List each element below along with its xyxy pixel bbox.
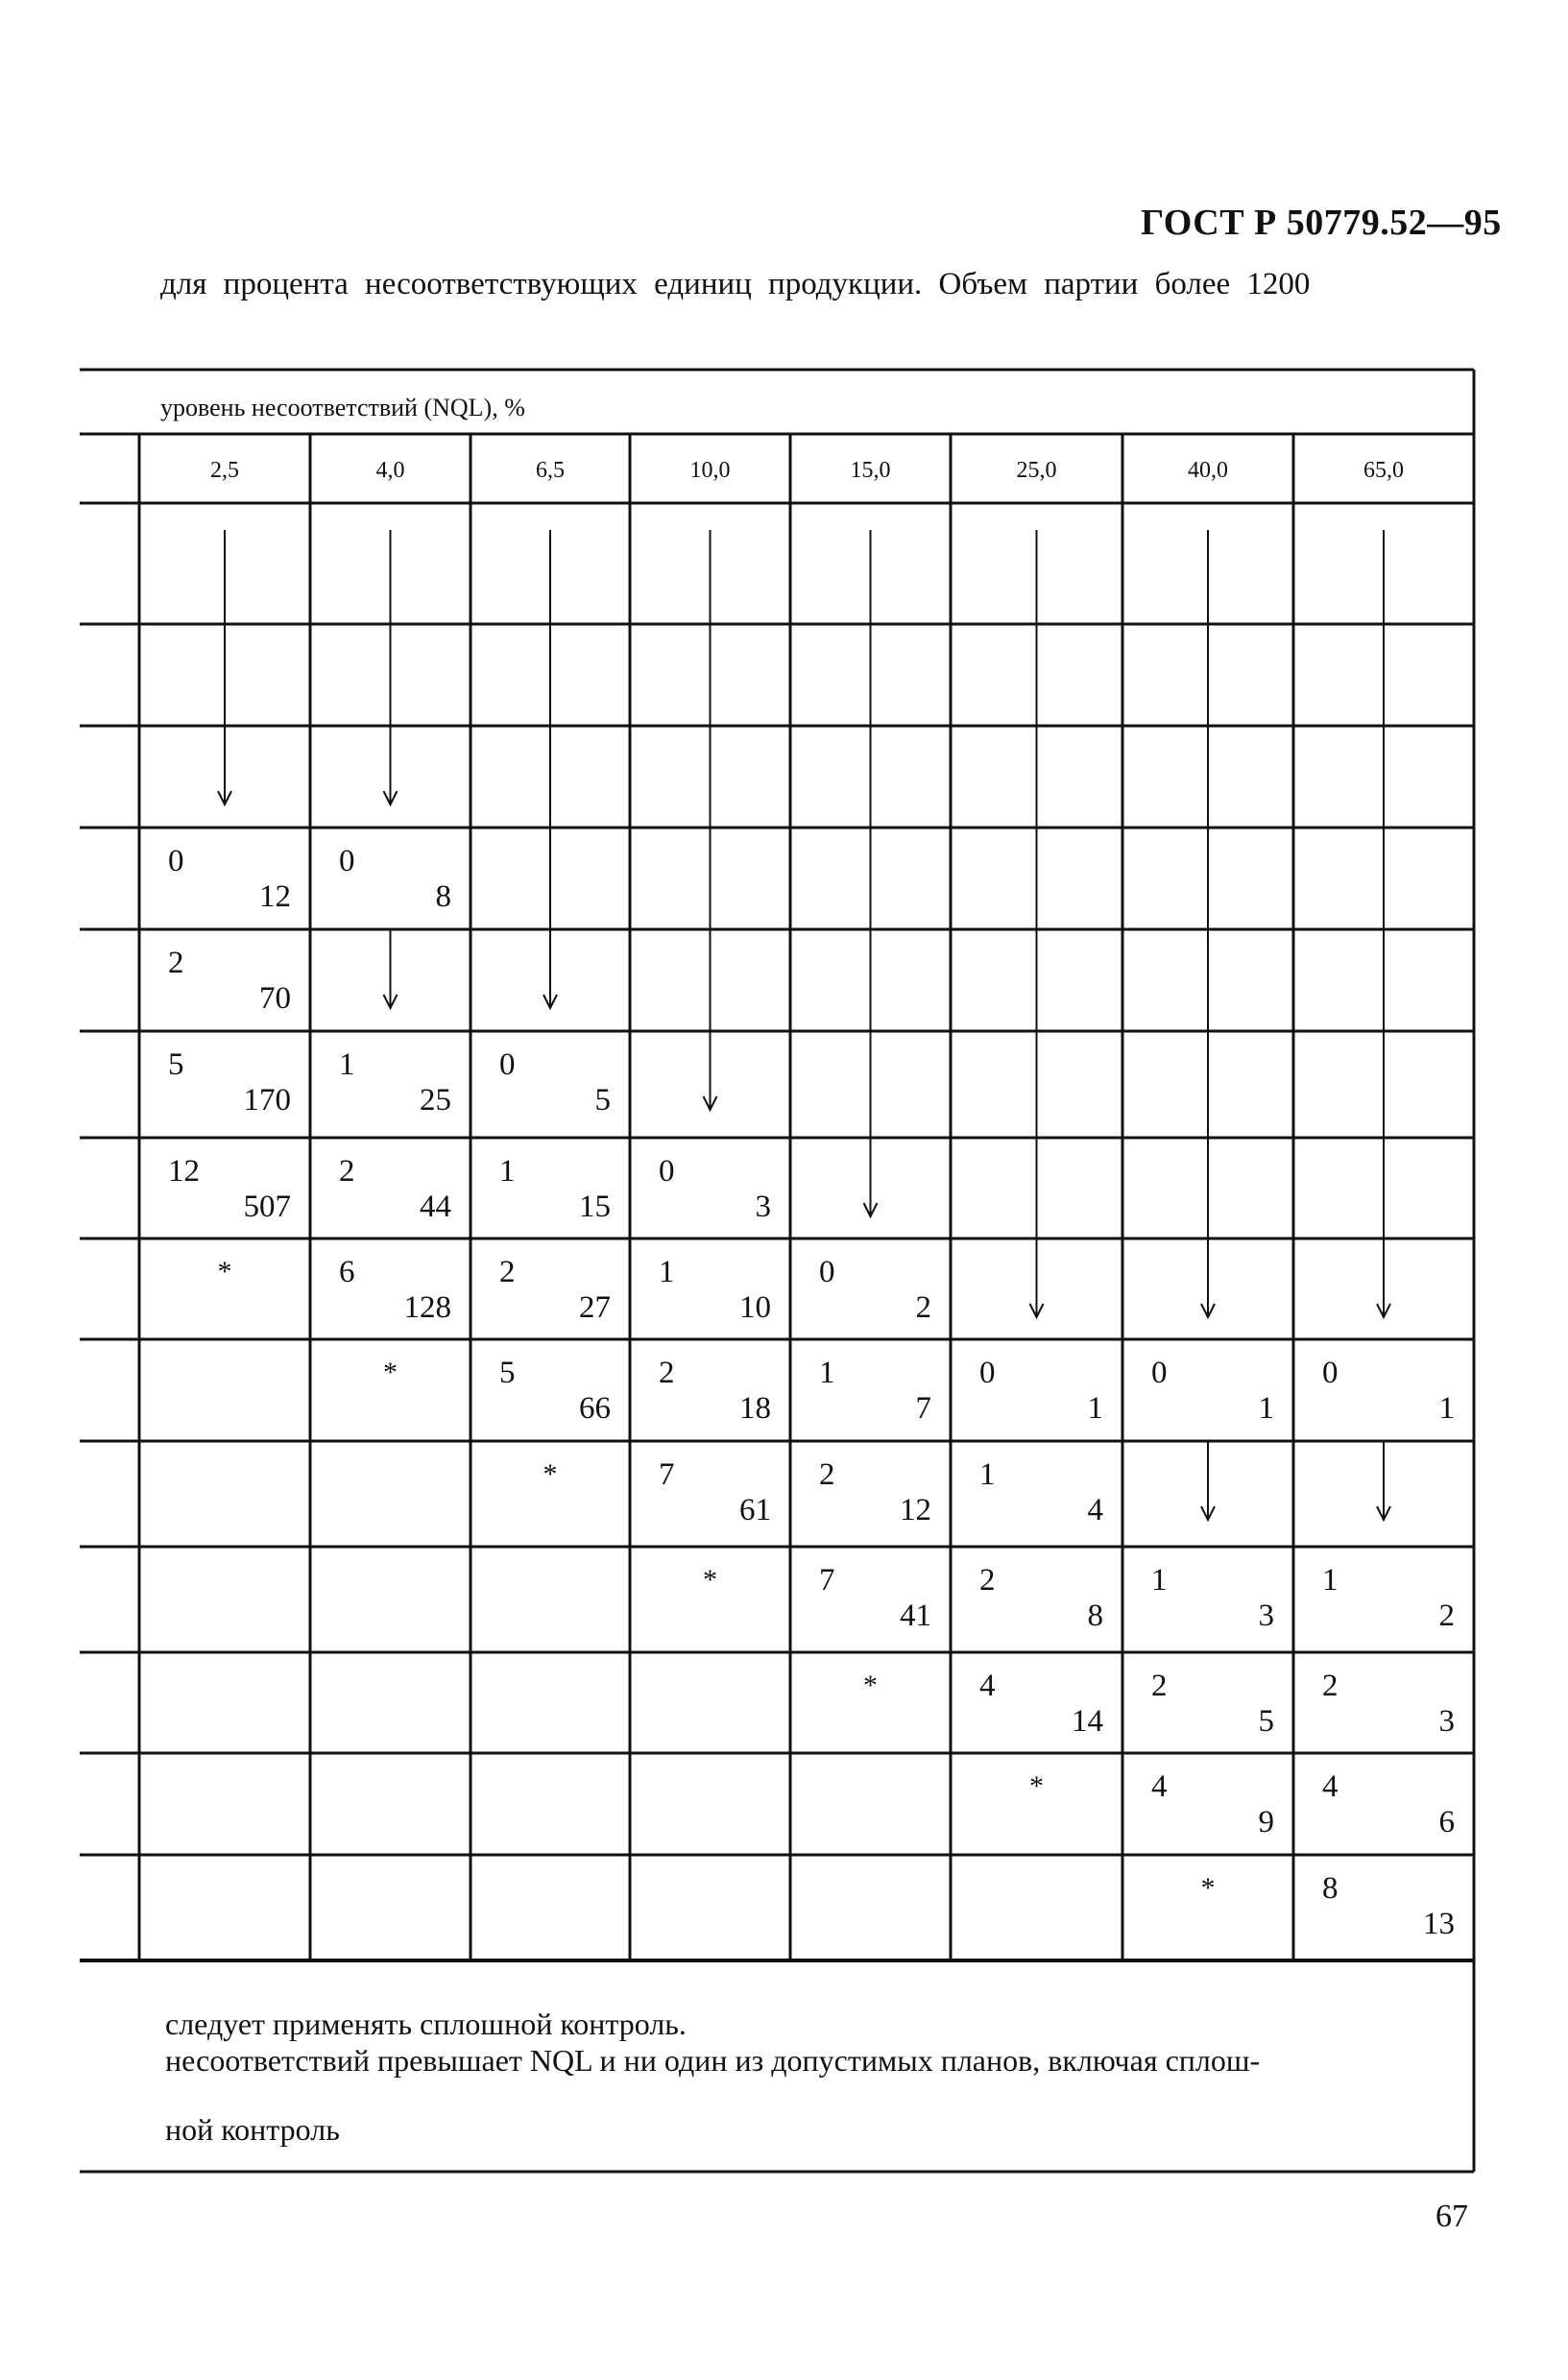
sample-size: 27 bbox=[579, 1290, 611, 1325]
sample-size: 1 bbox=[1087, 1391, 1103, 1426]
acceptance-number: 1 bbox=[499, 1154, 516, 1189]
nql-group-header: уровень несоответствий (NQL), % bbox=[160, 394, 525, 421]
sample-size: 1 bbox=[1258, 1391, 1274, 1426]
acceptance-number: 4 bbox=[979, 1669, 996, 1703]
full-inspection-star: * bbox=[863, 1670, 878, 1701]
table-caption: для процента несоответствующих единиц продукции. Объем партии более 1200 bbox=[160, 267, 1311, 301]
acceptance-number: 1 bbox=[339, 1047, 355, 1082]
acceptance-number: 6 bbox=[339, 1255, 355, 1289]
acceptance-number: 2 bbox=[168, 946, 184, 980]
acceptance-number: 2 bbox=[339, 1154, 355, 1189]
standard-title: ГОСТ Р 50779.52—95 bbox=[1141, 203, 1502, 243]
full-inspection-star: * bbox=[217, 1256, 232, 1287]
page-number: 67 bbox=[1435, 2199, 1468, 2234]
sample-size: 41 bbox=[900, 1599, 931, 1633]
acceptance-number: 1 bbox=[1151, 1563, 1168, 1598]
acceptance-number: 2 bbox=[1322, 1669, 1339, 1703]
sample-size: 15 bbox=[579, 1190, 611, 1224]
acceptance-number: 12 bbox=[168, 1154, 200, 1189]
sample-size: 13 bbox=[1423, 1907, 1455, 1941]
sample-size: 170 bbox=[243, 1083, 291, 1118]
full-inspection-star: * bbox=[543, 1458, 558, 1490]
footnote-line-2: несоответствий превышает NQL и ни один из допустимых планов, включая сплош- bbox=[165, 2043, 1261, 2078]
acceptance-number: 5 bbox=[168, 1047, 184, 1082]
sample-size: 25 bbox=[420, 1083, 451, 1118]
sample-size: 7 bbox=[915, 1391, 931, 1426]
sample-size: 6 bbox=[1438, 1805, 1455, 1839]
acceptance-number: 2 bbox=[499, 1255, 516, 1289]
acceptance-number: 1 bbox=[979, 1457, 996, 1492]
column-header-0: 2,5 bbox=[210, 458, 239, 483]
acceptance-number: 1 bbox=[1322, 1563, 1339, 1598]
acceptance-number: 2 bbox=[979, 1563, 996, 1598]
sample-size: 5 bbox=[1258, 1704, 1274, 1739]
sample-size: 12 bbox=[900, 1493, 931, 1527]
column-header-6: 40,0 bbox=[1188, 458, 1228, 483]
acceptance-number: 0 bbox=[168, 844, 184, 878]
sample-size: 8 bbox=[435, 879, 451, 914]
column-header-1: 4,0 bbox=[375, 458, 405, 483]
acceptance-number: 8 bbox=[1322, 1871, 1339, 1906]
acceptance-number: 0 bbox=[1151, 1356, 1168, 1390]
full-inspection-star: * bbox=[703, 1564, 717, 1596]
sample-size: 128 bbox=[403, 1290, 451, 1325]
acceptance-number: 5 bbox=[499, 1356, 516, 1390]
acceptance-number: 2 bbox=[1151, 1669, 1168, 1703]
sample-size: 66 bbox=[579, 1391, 611, 1426]
column-header-2: 6,5 bbox=[536, 458, 565, 483]
acceptance-number: 7 bbox=[659, 1457, 675, 1492]
sample-size: 1 bbox=[1438, 1391, 1455, 1426]
acceptance-number: 0 bbox=[659, 1154, 675, 1189]
sample-size: 12 bbox=[259, 879, 291, 914]
column-header-5: 25,0 bbox=[1016, 458, 1057, 483]
column-header-4: 15,0 bbox=[850, 458, 891, 483]
acceptance-number: 2 bbox=[659, 1356, 675, 1390]
acceptance-number: 0 bbox=[499, 1047, 516, 1082]
sample-size: 3 bbox=[1438, 1704, 1455, 1739]
column-header-7: 65,0 bbox=[1363, 458, 1404, 483]
sample-size: 44 bbox=[420, 1190, 451, 1224]
acceptance-number: 1 bbox=[819, 1356, 835, 1390]
sample-size: 3 bbox=[755, 1190, 771, 1224]
acceptance-number: 0 bbox=[819, 1255, 835, 1289]
full-inspection-star: * bbox=[1029, 1770, 1044, 1802]
table-grid bbox=[80, 370, 1474, 2172]
acceptance-number: 7 bbox=[819, 1563, 835, 1598]
acceptance-number: 2 bbox=[819, 1457, 835, 1492]
full-inspection-star: * bbox=[1200, 1872, 1216, 1904]
sample-size: 8 bbox=[1087, 1599, 1103, 1633]
sample-size: 507 bbox=[243, 1190, 291, 1224]
acceptance-number: 4 bbox=[1322, 1769, 1339, 1804]
sample-size: 14 bbox=[1072, 1704, 1103, 1739]
acceptance-number: 4 bbox=[1151, 1769, 1168, 1804]
sample-size: 2 bbox=[915, 1290, 931, 1325]
acceptance-number: 0 bbox=[979, 1356, 996, 1390]
sample-size: 4 bbox=[1087, 1493, 1103, 1527]
sample-size: 5 bbox=[594, 1083, 611, 1118]
table-cells bbox=[168, 530, 1455, 1941]
acceptance-number: 0 bbox=[1322, 1356, 1339, 1390]
sample-size: 61 bbox=[739, 1493, 771, 1527]
footnote-line-1: следует применять сплошной контроль. bbox=[165, 2007, 687, 2041]
acceptance-number: 1 bbox=[659, 1255, 675, 1289]
sample-size: 10 bbox=[739, 1290, 771, 1325]
sample-size: 18 bbox=[739, 1391, 771, 1426]
acceptance-number: 0 bbox=[339, 844, 355, 878]
sample-size: 3 bbox=[1258, 1599, 1274, 1633]
full-inspection-star: * bbox=[383, 1357, 398, 1388]
sample-size: 9 bbox=[1258, 1805, 1274, 1839]
footnote-line-3: ной контроль bbox=[165, 2112, 340, 2147]
sample-size: 70 bbox=[259, 981, 291, 1016]
column-header-3: 10,0 bbox=[689, 458, 731, 483]
sample-size: 2 bbox=[1438, 1599, 1455, 1633]
column-headers bbox=[210, 458, 1404, 483]
